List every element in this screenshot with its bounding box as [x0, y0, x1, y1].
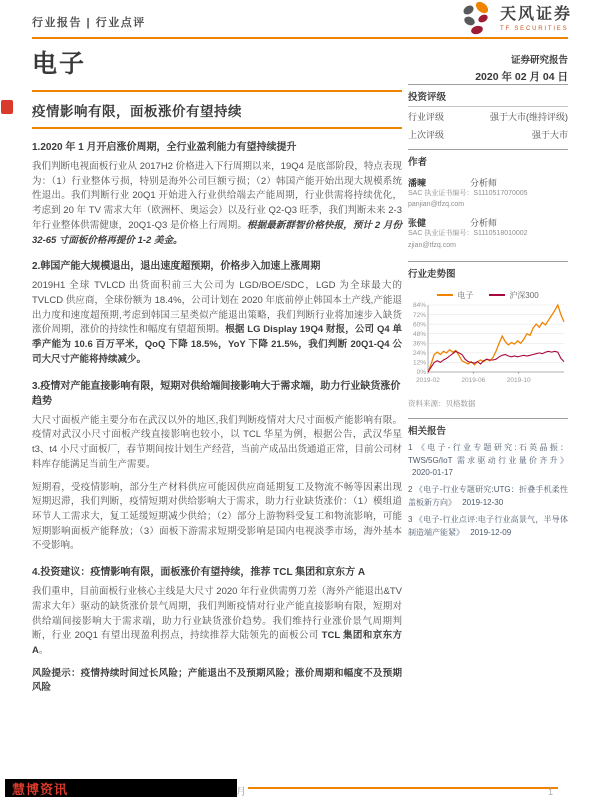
- section-3: [32, 379, 402, 554]
- svg-text:2019-06: 2019-06: [461, 376, 486, 384]
- sidebar: [408, 84, 568, 543]
- doc-type-label: 证券研究报告: [510, 55, 568, 66]
- section-4-paragraph: [32, 585, 402, 659]
- section-1-paragraph: [32, 160, 402, 248]
- section-4-heading: 4.投资建议：疫情影响有限，面板涨价有望持续，推荐 TCL 集团和京东方 A: [32, 567, 366, 579]
- subtitle-bottom-rule: [32, 127, 402, 129]
- industry-rating-row: [408, 107, 568, 125]
- related-report-2-date: 2019-12-30: [462, 497, 504, 507]
- series-电子: [428, 305, 564, 372]
- report-type-label: 行业报告 | 行业点评: [32, 17, 146, 29]
- analyst-1: [408, 176, 568, 210]
- analyst-2-name: 张健: [408, 218, 427, 229]
- text-segment: 风险提示：疫情持续时间过长风险；产能退出不及预期风险；涨价周期和幅度不及预期风险: [32, 667, 402, 694]
- legend-swatch-dianzi: [437, 294, 453, 296]
- previous-rating-row: [408, 125, 568, 143]
- analyst-2-role: 分析师: [470, 218, 498, 229]
- text-segment: TCL 集团和京东方 A: [32, 630, 402, 656]
- legend-label-hs300: 沪深300: [509, 290, 539, 300]
- brand-name-cn: 天风证券: [499, 6, 572, 24]
- brand-name: [500, 6, 572, 32]
- text-segment: 我们重申，目前面板行业核心主线是大尺寸 2020 年行业供需剪刀差（海外产能退出&TV 需求大年）驱动的缺货涨价景气周期，我们判断疫情对行业产能直接影响有限，短期对供给端间接影响大于需求端，助力行业缺货涨价趋势。我们维持行业涨价景气周期判断，行业 20Q1 有望出现盈利拐点，持续推荐大陆领先的面板公司: [32, 586, 402, 642]
- main-content: [32, 90, 402, 704]
- svg-text:2019-02: 2019-02: [416, 376, 440, 384]
- svg-text:60%: 60%: [412, 321, 426, 329]
- chart-source: 资料来源：贝格数据: [408, 398, 476, 408]
- related-reports-list: [408, 440, 568, 540]
- footer-fragment: 月: [236, 787, 246, 798]
- svg-text:0%: 0%: [416, 368, 426, 376]
- related-report-3-date: 2019-12-09: [470, 527, 512, 537]
- authors-section-title: 作者: [408, 157, 428, 168]
- section-2: [32, 259, 402, 367]
- text-segment: 。: [38, 644, 49, 656]
- legend-item-dianzi: [437, 290, 473, 301]
- trend-section-title: 行业走势图: [408, 268, 456, 280]
- section-2-paragraph: [32, 279, 402, 367]
- doc-date: 2020 年 02 月 04 日: [475, 71, 568, 83]
- chart-legend: [408, 290, 568, 301]
- doc-meta: [398, 52, 568, 84]
- section-3-paragraph-1: [32, 414, 402, 473]
- section-2-heading: 2.韩国产能大规模退出，退出速度超预期，价格步入加速上涨周期: [32, 261, 321, 273]
- watermark-text: 慧博资讯: [12, 781, 69, 797]
- svg-text:48%: 48%: [412, 330, 426, 338]
- svg-text:36%: 36%: [412, 340, 426, 348]
- analyst-2: [408, 216, 568, 250]
- svg-text:2019-10: 2019-10: [506, 376, 531, 384]
- brand-logo: [463, 3, 572, 36]
- watermark-bar: [5, 779, 237, 797]
- analyst-1-email[interactable]: panjian@tfzq.com: [408, 201, 465, 209]
- legend-label-dianzi: 电子: [457, 290, 474, 300]
- svg-text:24%: 24%: [412, 349, 426, 357]
- analyst-2-sac: SAC 执业证书编号：S1110518010002: [408, 230, 528, 238]
- related-report-2-title: 2 《电子-行业专题研究:UTG：折叠手机柔性盖板新方向》: [408, 485, 568, 507]
- series-沪深300: [428, 351, 564, 372]
- tf-logo-icon: [463, 3, 493, 36]
- related-report-3[interactable]: [408, 514, 568, 540]
- authors-list: [408, 171, 568, 261]
- analyst-1-row: [408, 176, 568, 188]
- related-report-2[interactable]: [408, 484, 568, 510]
- report-subtitle: 疫情影响有限，面板涨价有望持续: [32, 104, 242, 119]
- brand-name-en: TF SECURITIES: [499, 26, 569, 32]
- section-4: [32, 565, 402, 696]
- previous-rating-value: 强于大市: [531, 129, 568, 140]
- trend-chart: [408, 302, 566, 388]
- text-segment: 2019H1 全球 TVLCD 出货面积前三大公司为 LGD/BOE/SDC，LGD 为全球最大的 TVLCD 供应商，全球份额为 18.4%，公司计划在 2020 年底前停止韩国本土产线,产能退出力度和速度超预期,考虑到韩国三星类似产能退出策略，我们判断行业将加速步入缺货涨价周期，涨价的持续性和幅度有望超预期。: [32, 280, 402, 336]
- analyst-1-role: 分析师: [470, 178, 498, 188]
- header-divider: [32, 37, 568, 39]
- page-number: 1: [548, 787, 554, 797]
- industry-rating-label: 行业评级: [408, 111, 445, 122]
- footer-divider: [248, 787, 558, 789]
- text-segment: 短期看，受疫情影响，部分生产材料供应可能因供应商延期复工及物流不畅等因素出现短期迟滞，我们判断，疫情短期对供给影响大于需求，助力行业缺货涨价：（1）模组道环节人工需求大，复工延缓短期减少供给；（2）部分上游物料受复工和物流影响，可能短期影响面板产能释放；（3）面板下游需求短期受影响是国内电视淡季市场，海外基本不受影响。: [32, 481, 402, 552]
- analyst-1-name: 潘暕: [408, 178, 427, 188]
- related-report-1-date: 2020-01-17: [412, 468, 453, 478]
- legend-swatch-hs300: [489, 294, 505, 296]
- related-report-1-title: 1 《电子-行业专题研究:石英晶振：TWS/5G/IoT 需求驱动行业量价齐升》: [408, 442, 568, 465]
- watermark-stamp-icon: [1, 100, 13, 114]
- analyst-1-sac: SAC 执业证书编号：S1110517070005: [408, 190, 528, 197]
- risk-warning-paragraph: [32, 667, 402, 696]
- text-segment: 根据最新群智价格快报，预计 2 月份 32-65 寸面板价格再提价 1-2 美金。: [32, 219, 402, 246]
- legend-item-hs300: [489, 290, 538, 301]
- industry-title: 电子: [32, 50, 87, 78]
- analyst-2-email[interactable]: zjian@tfzq.com: [408, 241, 456, 249]
- industry-rating-value: 强于大市(维持评级): [490, 111, 568, 122]
- section-1-heading: 1.2020 年 1 月开启涨价周期，全行业盈利能力有望持续提升: [32, 142, 297, 153]
- rating-section-title: 投资评级: [408, 92, 447, 103]
- related-report-3-title: 3 《电子-行业点评:电子行业高景气，半导体制造端产能紧》: [408, 514, 568, 537]
- text-segment: 大尺寸面板产能主要分布在武汉以外的地区,我们判断疫情对大尺寸面板产能影响有限。疫情对武汉小尺寸面板产线直接影响也较小，以 TCL 华星为例，根据公告，武汉华星 t3、t4 小尺寸面板厂，春节期间按计划生产经营，当前产成品出货通道正常，目前公司材料库存能满足当前生产需要。: [32, 414, 402, 470]
- svg-text:72%: 72%: [412, 311, 426, 319]
- previous-rating-label: 上次评级: [408, 129, 445, 140]
- text-segment: 我们判断电视面板行业从 2017H2 价格进入下行周期以来，19Q4 是底部阶段，特点表现为：（1）行业整体亏损，特别是海外公司巨额亏损；（2）韩国产能开始出现大规模系统性退出。我们判断行业 20Q1 开始进入行业供给端去产能周期，行业供需将持续优化，考虑到 20 年 TV 需求大年（欧洲杯、奥运会）以及行业 Q2-Q3 旺季，我们判断未来 2-3 年行业整体供需健康，20Q1-Q3 是价格上行周期。: [32, 161, 402, 231]
- section-3-paragraph-2: [32, 481, 402, 555]
- analyst-2-row: [408, 216, 568, 228]
- svg-text:84%: 84%: [412, 301, 426, 309]
- svg-text:12%: 12%: [412, 359, 426, 367]
- text-segment: 根据 LG Display 19Q4 财报，公司 Q4 单季产能为 10.6 百万平米，QoQ 下降 18.5%，YoY 下降 21.5%，我们判断 20Q1-Q4 公司大尺寸产能将持续减少。: [32, 324, 402, 365]
- section-1: [32, 140, 402, 248]
- related-section-title: 相关报告: [408, 425, 447, 437]
- section-3-heading: 3.疫情对产能直接影响有限，短期对供给端间接影响大于需求端，助力行业缺货涨价趋势: [32, 380, 401, 407]
- related-report-1[interactable]: [408, 442, 568, 480]
